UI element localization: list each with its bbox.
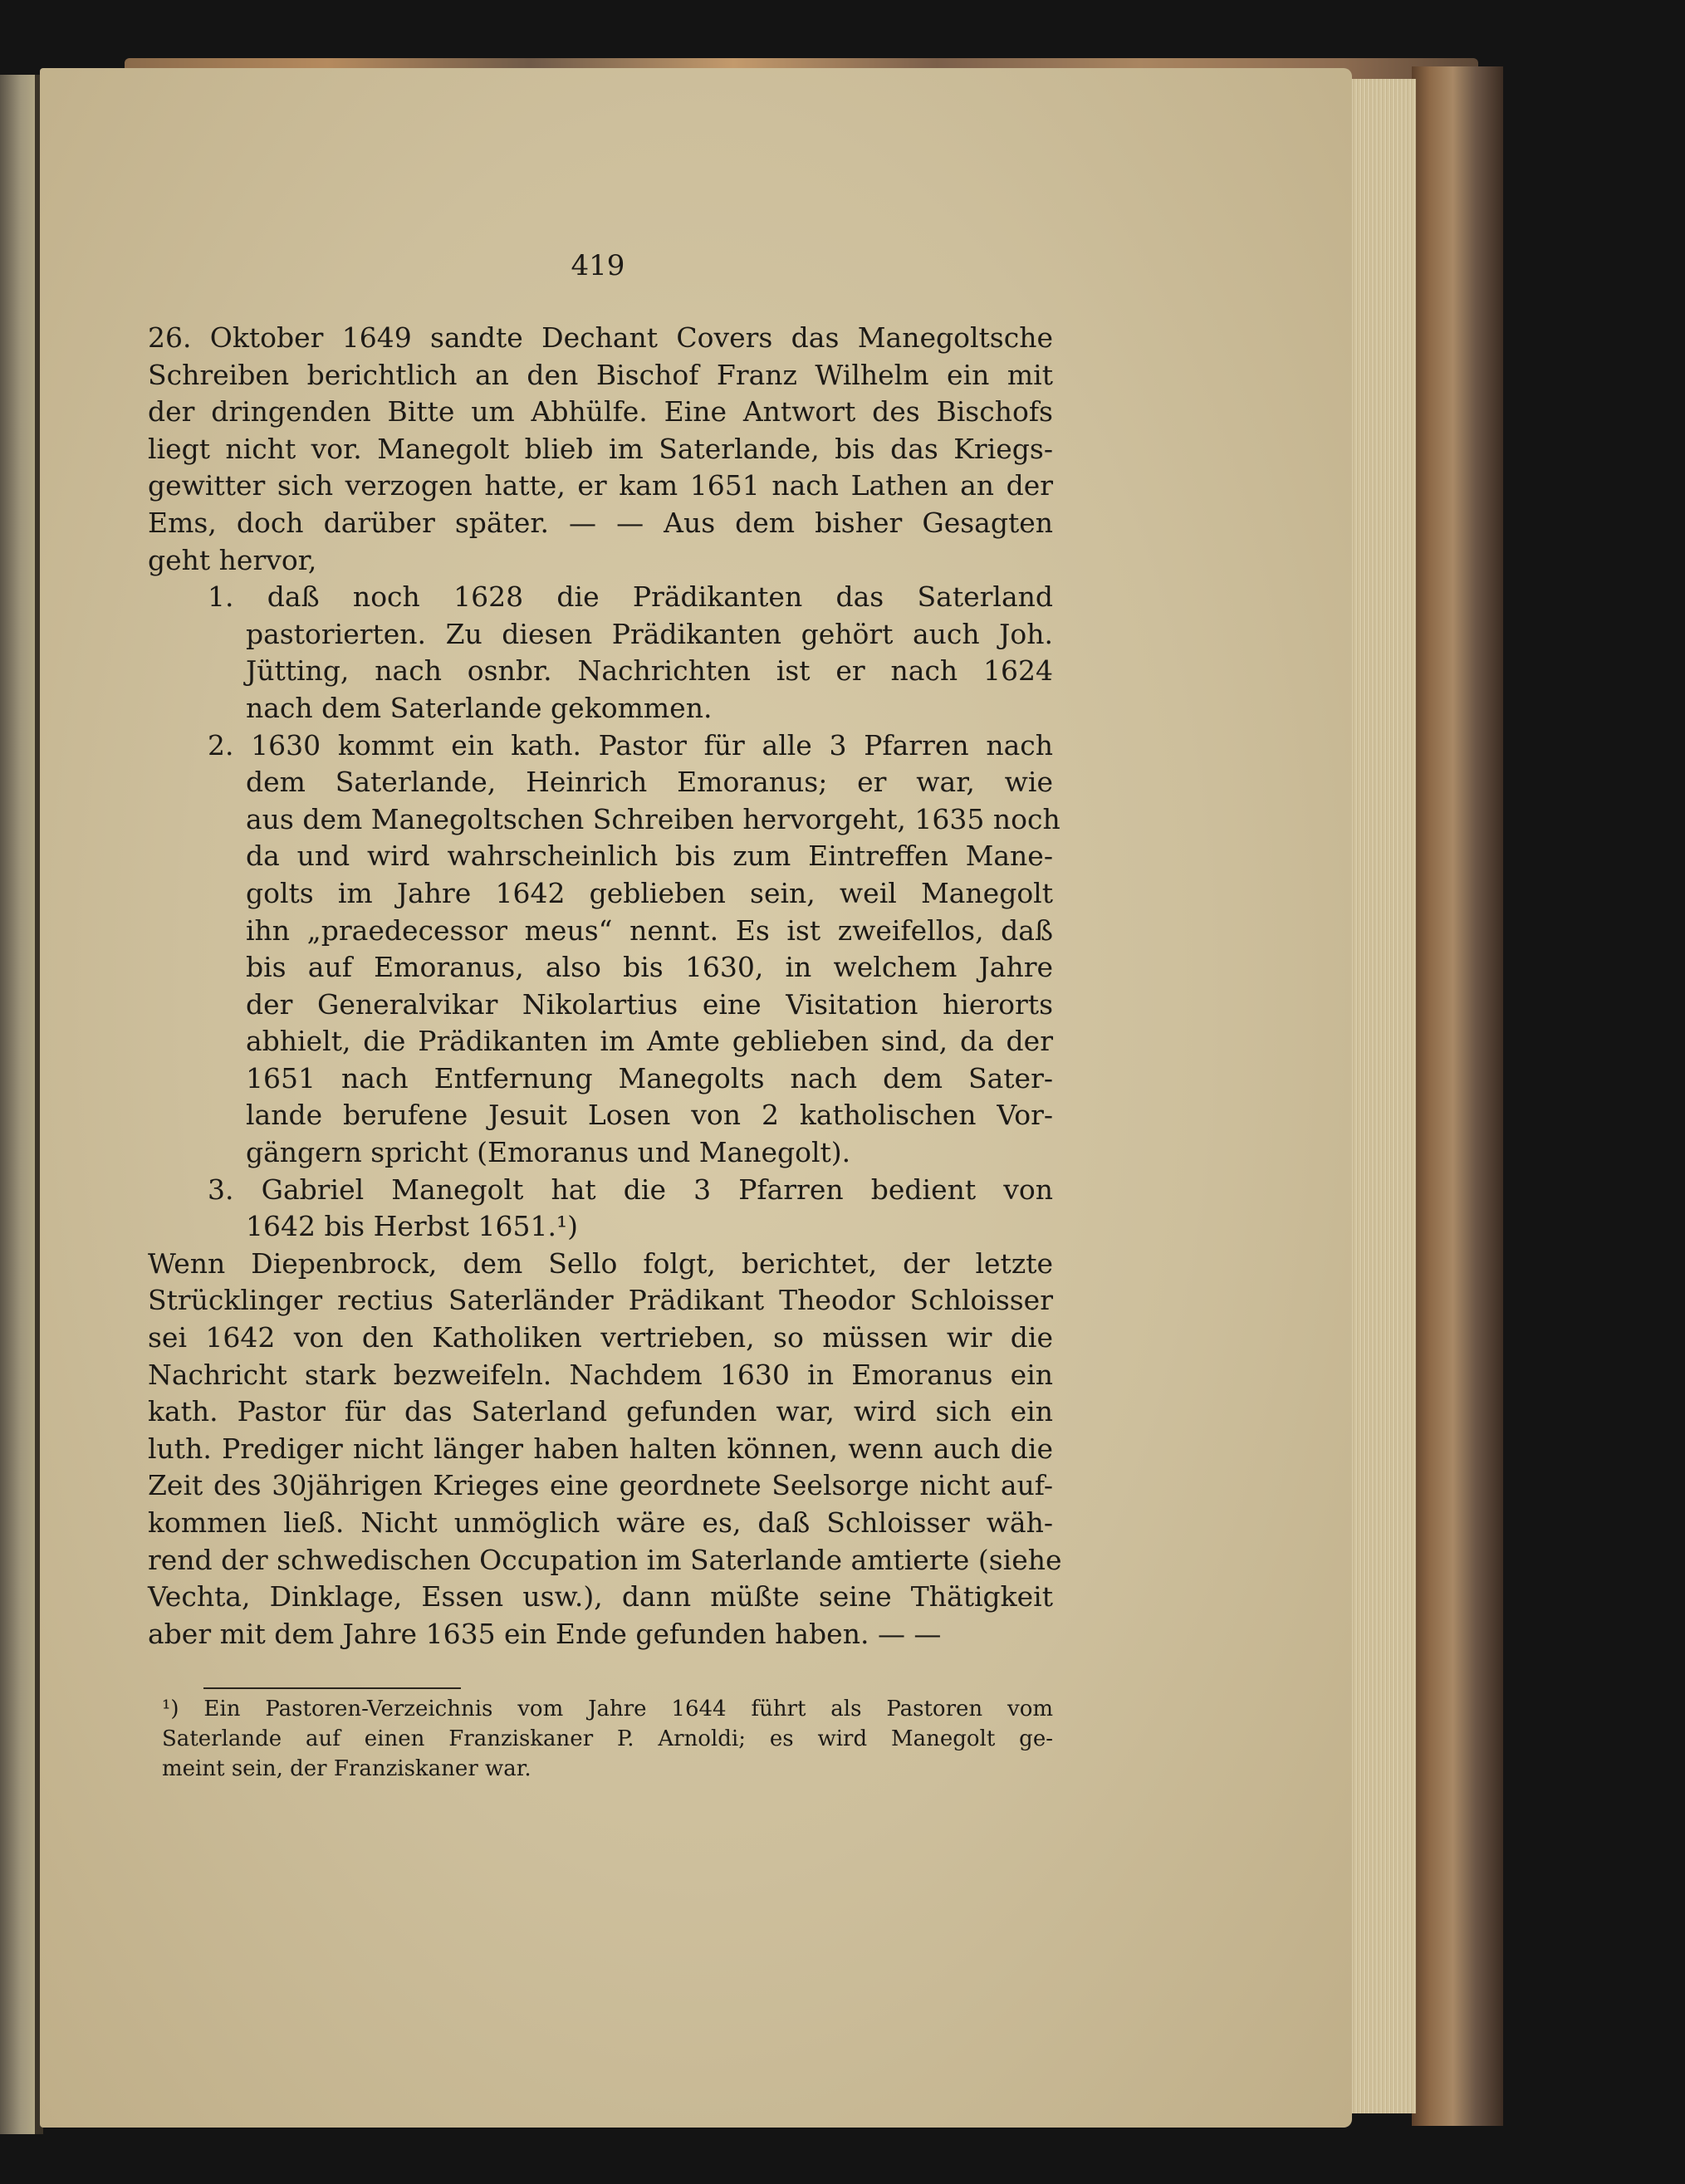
- text-line: gewitter sich verzogen hatte, er kam 1651 nach Lathen an der: [148, 469, 1053, 502]
- text-line: 3. Gabriel Manegolt hat die 3 Pfarren bedient von: [208, 1173, 1053, 1206]
- text-line: aus dem Manegoltschen Schreiben hervorgeht, 1635 noch: [246, 802, 1060, 835]
- text-line: 1642 bis Herbst 1651.¹): [246, 1210, 579, 1243]
- text-line: aber mit dem Jahre 1635 ein Ende gefunden haben. — —: [148, 1617, 942, 1650]
- text-line: nach dem Saterlande gekommen.: [246, 691, 713, 724]
- text-line: 2. 1630 kommt ein kath. Pastor für alle 3 Pfarren nach: [208, 728, 1053, 761]
- footnote-line: Saterlande auf einen Franziskaner P. Arnoldi; es wird Manegolt ge-: [162, 1726, 1053, 1751]
- text-line: lande berufene Jesuit Losen von 2 katholischen Vor-: [246, 1099, 1053, 1132]
- text-line: rend der schwedischen Occupation im Saterlande amtierte (siehe: [148, 1543, 1062, 1576]
- text-line: 26. Oktober 1649 sandte Dechant Covers das Manegoltsche: [148, 321, 1053, 354]
- page-number: 419: [571, 249, 625, 282]
- book-cover-right: [1412, 66, 1503, 2126]
- footnote-line: meint sein, der Franziskaner war.: [162, 1756, 531, 1781]
- text-line: luth. Prediger nicht länger haben halten können, wenn auch die: [148, 1432, 1053, 1465]
- text-line: Wenn Diepenbrock, dem Sello folgt, berichtet, der letzte: [148, 1246, 1053, 1280]
- text-line: da und wird wahrscheinlich bis zum Eintreffen Mane-: [246, 840, 1053, 873]
- text-line: golts im Jahre 1642 geblieben sein, weil Manegolt: [246, 876, 1053, 909]
- text-line: bis auf Emoranus, also bis 1630, in welchem Jahre: [246, 951, 1053, 984]
- text-line: Vechta, Dinklage, Essen usw.), dann müßte seine Thätigkeit: [148, 1580, 1053, 1614]
- text-line: pastorierten. Zu diesen Prädikanten gehört auch Joh.: [246, 617, 1053, 650]
- text-line: Jütting, nach osnbr. Nachrichten ist er nach 1624: [246, 654, 1053, 688]
- text-line: geht hervor,: [148, 543, 317, 576]
- text-line: gängern spricht (Emoranus und Manegolt).: [246, 1136, 851, 1169]
- footnotes: [162, 1694, 1053, 1784]
- text-line: kath. Pastor für das Saterland gefunden war, wird sich ein: [148, 1395, 1053, 1428]
- text-line: ihn „praedecessor meus“ nennt. Es ist zweifellos, daß: [246, 913, 1053, 947]
- text-line: Ems, doch darüber später. — — Aus dem bisher Gesagten: [148, 506, 1053, 539]
- text-line: der Generalvikar Nikolartius eine Visitation hierorts: [246, 987, 1053, 1021]
- text-line: sei 1642 von den Katholiken vertrieben, so müssen wir die: [148, 1321, 1053, 1354]
- text-line: Strücklinger rectius Saterländer Prädikant Theodor Schloisser: [148, 1284, 1053, 1317]
- text-line: dem Saterlande, Heinrich Emoranus; er war, wie: [246, 766, 1053, 799]
- text-line: Zeit des 30jährigen Krieges eine geordnete Seelsorge nicht auf-: [148, 1469, 1053, 1502]
- page-body: [148, 320, 1062, 1653]
- footnote-line: ¹) Ein Pastoren-Verzeichnis vom Jahre 1644 führt als Pastoren vom: [162, 1697, 1053, 1721]
- text-line: liegt nicht vor. Manegolt blieb im Saterlande, bis das Kriegs-: [148, 432, 1053, 465]
- text-line: 1651 nach Entfernung Manegolts nach dem Sater-: [246, 1061, 1053, 1094]
- facing-page-edge: [0, 75, 35, 2134]
- text-line: Nachricht stark bezweifeln. Nachdem 1630 in Emoranus ein: [148, 1358, 1053, 1391]
- text-line: kommen ließ. Nicht unmöglich wäre es, daß Schloisser wäh-: [148, 1506, 1053, 1539]
- text-line: 1. daß noch 1628 die Prädikanten das Saterland: [208, 580, 1053, 614]
- footnote-divider: [203, 1687, 461, 1689]
- text-line: abhielt, die Prädikanten im Amte geblieben sind, da der: [246, 1025, 1053, 1058]
- text-line: Schreiben berichtlich an den Bischof Franz Wilhelm ein mit: [148, 358, 1053, 391]
- text-line: der dringenden Bitte um Abhülfe. Eine Antwort des Bischofs: [148, 395, 1053, 428]
